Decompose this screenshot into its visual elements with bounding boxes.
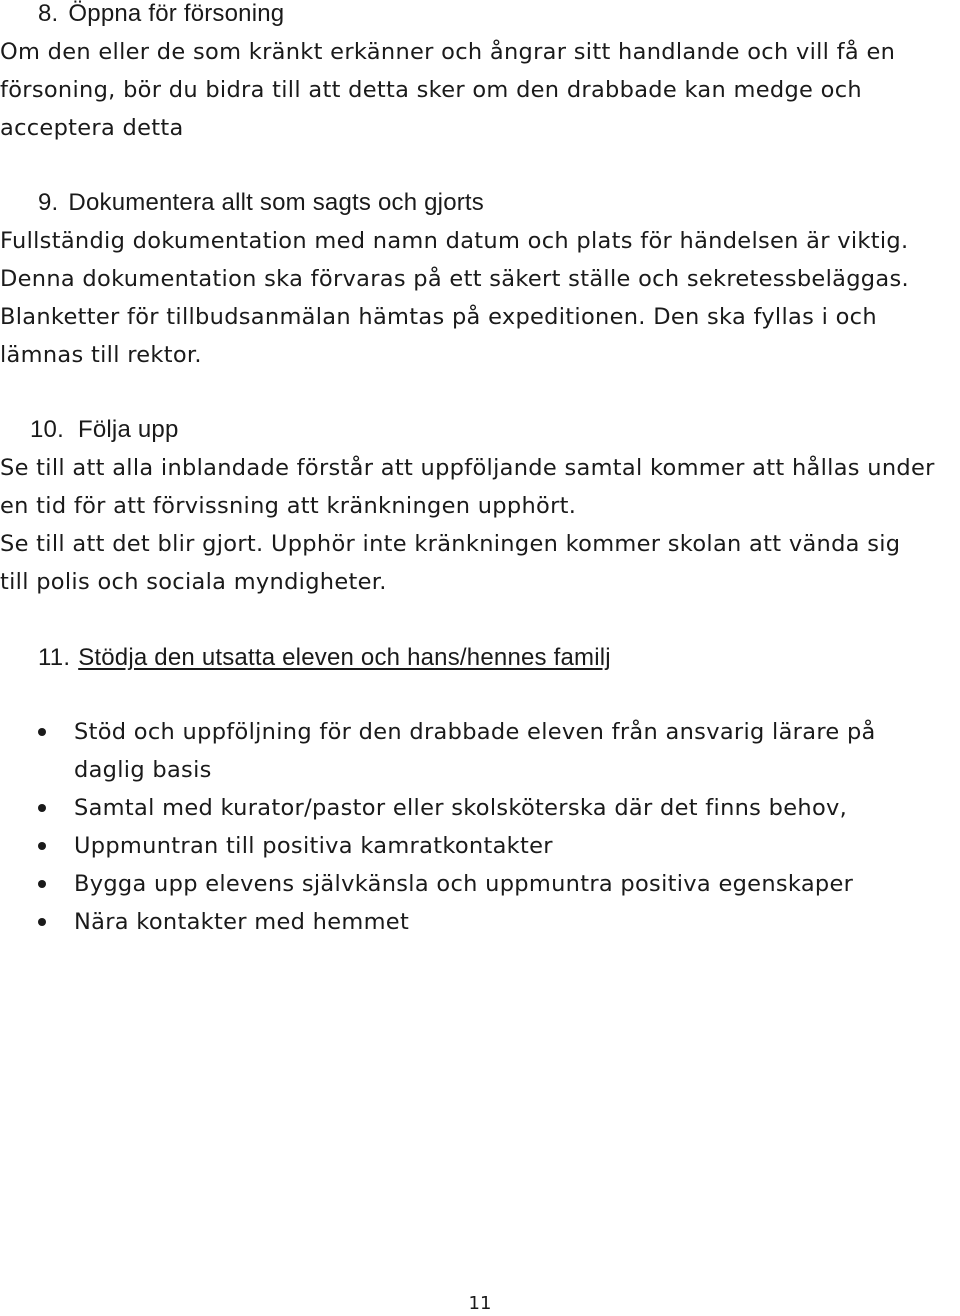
bullet-icon <box>38 880 46 888</box>
list-item-1-line-1: Stöd och uppföljning för den drabbade eleven från ansvarig lärare på <box>74 719 876 745</box>
section-9-number: 9. <box>38 189 59 216</box>
bullet-icon <box>38 918 46 926</box>
section-10-heading <box>30 411 179 449</box>
section-8-number: 8. <box>38 0 59 27</box>
section-9-line-1: Fullständig dokumentation med namn datum och plats för händelsen är viktig. <box>0 228 909 254</box>
section-8-heading <box>38 0 284 33</box>
section-10-title: Följa upp <box>77 416 179 443</box>
section-10-number: 10. <box>30 416 64 443</box>
section-11-heading <box>38 639 611 677</box>
section-10-line-4: till polis och sociala myndigheter. <box>0 569 387 595</box>
section-8-line-1: Om den eller de som kränkt erkänner och ångrar sitt handlande och vill få en <box>0 39 896 65</box>
section-10-line-3: Se till att det blir gjort. Upphör inte kränkningen kommer skolan att vända sig <box>0 531 901 557</box>
list-item-2: Samtal med kurator/pastor eller skolsköterska där det finns behov, <box>74 795 848 821</box>
section-9-line-2: Denna dokumentation ska förvaras på ett säkert ställe och sekretessbeläggas. <box>0 266 909 292</box>
section-9-line-4: lämnas till rektor. <box>0 342 202 368</box>
section-11-number: 11. <box>38 644 71 671</box>
section-9-heading <box>38 184 484 222</box>
page-number: 11 <box>468 1293 492 1314</box>
list-item-5: Nära kontakter med hemmet <box>74 909 410 935</box>
section-10-line-1: Se till att alla inblandade förstår att uppföljande samtal kommer att hållas under <box>0 455 935 481</box>
list-item-1-line-2: daglig basis <box>74 757 212 783</box>
bullet-icon <box>38 728 46 736</box>
section-8-title: Öppna för försoning <box>68 0 285 27</box>
list-item-3: Uppmuntran till positiva kamratkontakter <box>74 833 553 859</box>
section-8-line-2: försoning, bör du bidra till att detta sker om den drabbade kan medge och <box>0 77 862 103</box>
bullet-icon <box>38 842 46 850</box>
section-8-line-3: acceptera detta <box>0 115 184 141</box>
section-10-line-2: en tid för att förvissning att kränkningen upphört. <box>0 493 577 519</box>
list-item-4: Bygga upp elevens självkänsla och uppmuntra positiva egenskaper <box>74 871 854 897</box>
section-9-line-3: Blanketter för tillbudsanmälan hämtas på expeditionen. Den ska fyllas i och <box>0 304 877 330</box>
section-9-title: Dokumentera allt som sagts och gjorts <box>68 189 484 216</box>
section-11-title: Stödja den utsatta eleven och hans/hennes familj <box>78 644 611 671</box>
bullet-icon <box>38 804 46 812</box>
